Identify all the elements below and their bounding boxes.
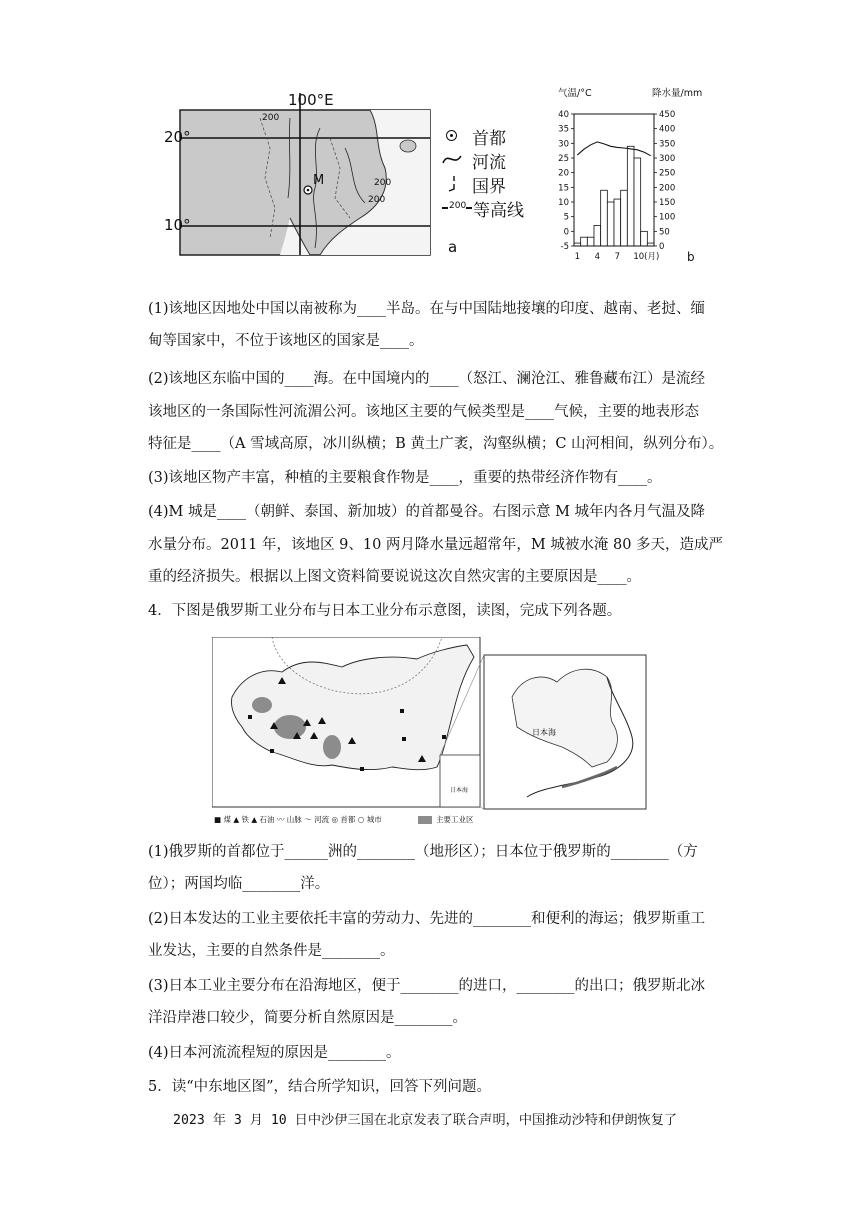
precip-bar-4 [594,225,601,246]
temp-tick-label: 20 [558,168,569,179]
border-icon [444,175,464,193]
precip-tick-label: 350 [659,139,676,150]
map-a-legend [442,124,532,220]
temp-tick-label: 10 [558,198,569,208]
q4-part2-line1: (2)日本发达的工业主要依托丰富的劳动力、先进的________和便利的海运；俄罗斯重工 [148,911,706,927]
legend-contour-prefix: 200 [449,201,467,211]
q3-part1-line1: (1)该地区因地处中国以南被称为____半岛。在与中国陆地接壤的印度、越南、老挝、缅 [148,301,706,317]
precip-tick-label: 200 [659,183,676,194]
precip-bar-5 [601,190,608,246]
figure-b-label: b [687,250,695,264]
q3-part3: (3)该地区物产丰富，种植的主要粮食作物是____，重要的热带经济作物有____。 [148,470,662,486]
russia-japan-map-figure [212,637,648,829]
longitude-label: 100°E [288,91,334,109]
temp-tick-label: 25 [558,154,569,164]
japan-sea-label: 日本海 [532,728,556,737]
map-legend-text: ■ 煤 ▲ 铁 ▲ 石油 〰 山脉 〜 河流 ◎ 首都 ○ 城市 [214,815,382,824]
industry-legend-label: 主要工业区 [436,815,474,824]
lat-20-label: 20° [164,128,191,146]
chart-ylabel-left: 气温/°C [558,88,592,99]
q4-part3-line2: 洋沿岸港口较少，简要分析自然原因是________。 [148,1010,467,1026]
precip-tick-label: 0 [659,242,665,252]
precip-bar-10 [634,158,641,246]
q3-part4-line3: 重的经济损失。根据以上图文资料简要说说这次自然灾害的主要原因是____。 [148,569,641,585]
q5-paragraph-1: 2023 年 3 月 10 日中沙伊三国在北京发表了联合声明，中国推动沙特和伊朗恢复了 [173,1113,678,1128]
temp-tick-label: 15 [558,183,569,194]
q3-part2-line3: 特征是____（A 雪域高原，冰川纵横；B 黄土广袤，沟壑纵横；C 山河相间，纵列分布）。 [148,436,724,452]
month-tick-label: 4 [594,252,601,262]
q4-part1-line1: (1)俄罗斯的首都位于______洲的________（地形区）；日本位于俄罗斯的________（方 [148,844,698,860]
precip-tick-label: 150 [659,198,676,208]
q4-part4: (4)日本河流流程短的原因是________。 [148,1045,401,1061]
contour-icon [442,207,448,209]
q4-part2-line2: 业发达，主要的自然条件是________。 [148,943,395,959]
precip-tick-label: 400 [659,124,676,135]
precip-bar-6 [607,202,614,246]
contour-value-3: 200 [368,195,386,205]
precip-bar-11 [641,231,648,246]
industry-legend-swatch [418,816,432,824]
temp-tick-label: -5 [560,242,569,252]
legend-river-label: 河流 [472,153,506,173]
legend-contour-label: 等高线 [473,201,524,221]
figure-a-label: a [448,238,458,256]
contour-value-1: 200 [262,113,280,123]
q3-part2-line1: (2)该地区东临中国的____海。在中国境内的____（怒江、澜沧江、雅鲁藏布江）是流经 [148,371,706,387]
contour-value-2: 200 [374,178,392,188]
precip-bar-8 [621,190,628,246]
russia-industry-map [212,637,648,829]
precip-bar-3 [587,237,594,246]
river-icon [442,153,462,167]
temp-tick-label: 5 [563,212,569,223]
q3-part4-line2: 水量分布。2011 年，该地区 9、10 两月降水量远超常年，M 城被水淹 80 多天，造成严 [148,537,724,553]
month-tick-label: 7 [614,252,621,262]
legend-capital-label: 首都 [472,129,506,149]
legend-border-label: 国界 [472,177,506,197]
temp-tick-label: 40 [558,110,569,120]
month-tick-label: 10(月) [633,252,660,262]
precip-tick-label: 300 [659,154,676,164]
temp-tick-label: 0 [563,227,569,238]
climate-chart-figure [548,84,708,274]
precip-tick-label: 250 [659,168,676,179]
q3-part4-line1: (4)M 城是____（朝鲜、泰国、新加坡）的首都曼谷。右图示意 M 城年内各月气温及降 [148,504,706,520]
precip-tick-label: 450 [659,110,676,120]
temp-tick-label: 30 [558,139,569,150]
lat-10-label: 10° [164,216,191,234]
q4-title: 4．下图是俄罗斯工业分布与日本工业分布示意图，读图，完成下列各题。 [148,603,622,619]
q5-title: 5．读“中东地区图”，结合所学知识，回答下列问题。 [148,1079,492,1095]
temperature-line [577,142,650,156]
precip-tick-label: 50 [659,227,670,238]
climate-chart [548,84,708,274]
precip-bar-7 [614,199,621,246]
q3-part2-line2: 该地区的一条国际性河流湄公河。该地区主要的气候类型是____气候，主要的地表形态 [148,404,699,420]
map-a-figure [164,88,530,263]
q4-part3-line1: (3)日本工业主要分布在沿海地区，便于________的进口，________的出口；俄罗斯北冰 [148,978,706,994]
temp-tick-label: 35 [558,124,569,135]
precip-tick-label: 100 [659,212,676,223]
inset-sea-label: 日本海 [450,787,469,794]
month-tick-label: 1 [574,252,581,262]
q4-part1-line2: 位）；两国均临________洋。 [148,876,330,892]
precip-bar-2 [581,237,588,246]
city-m-label: M [313,173,325,188]
precip-bar-9 [627,146,634,246]
q3-part1-line2: 甸等国家中，不位于该地区的国家是____。 [148,333,424,349]
chart-ylabel-right: 降水量/mm [652,88,703,99]
